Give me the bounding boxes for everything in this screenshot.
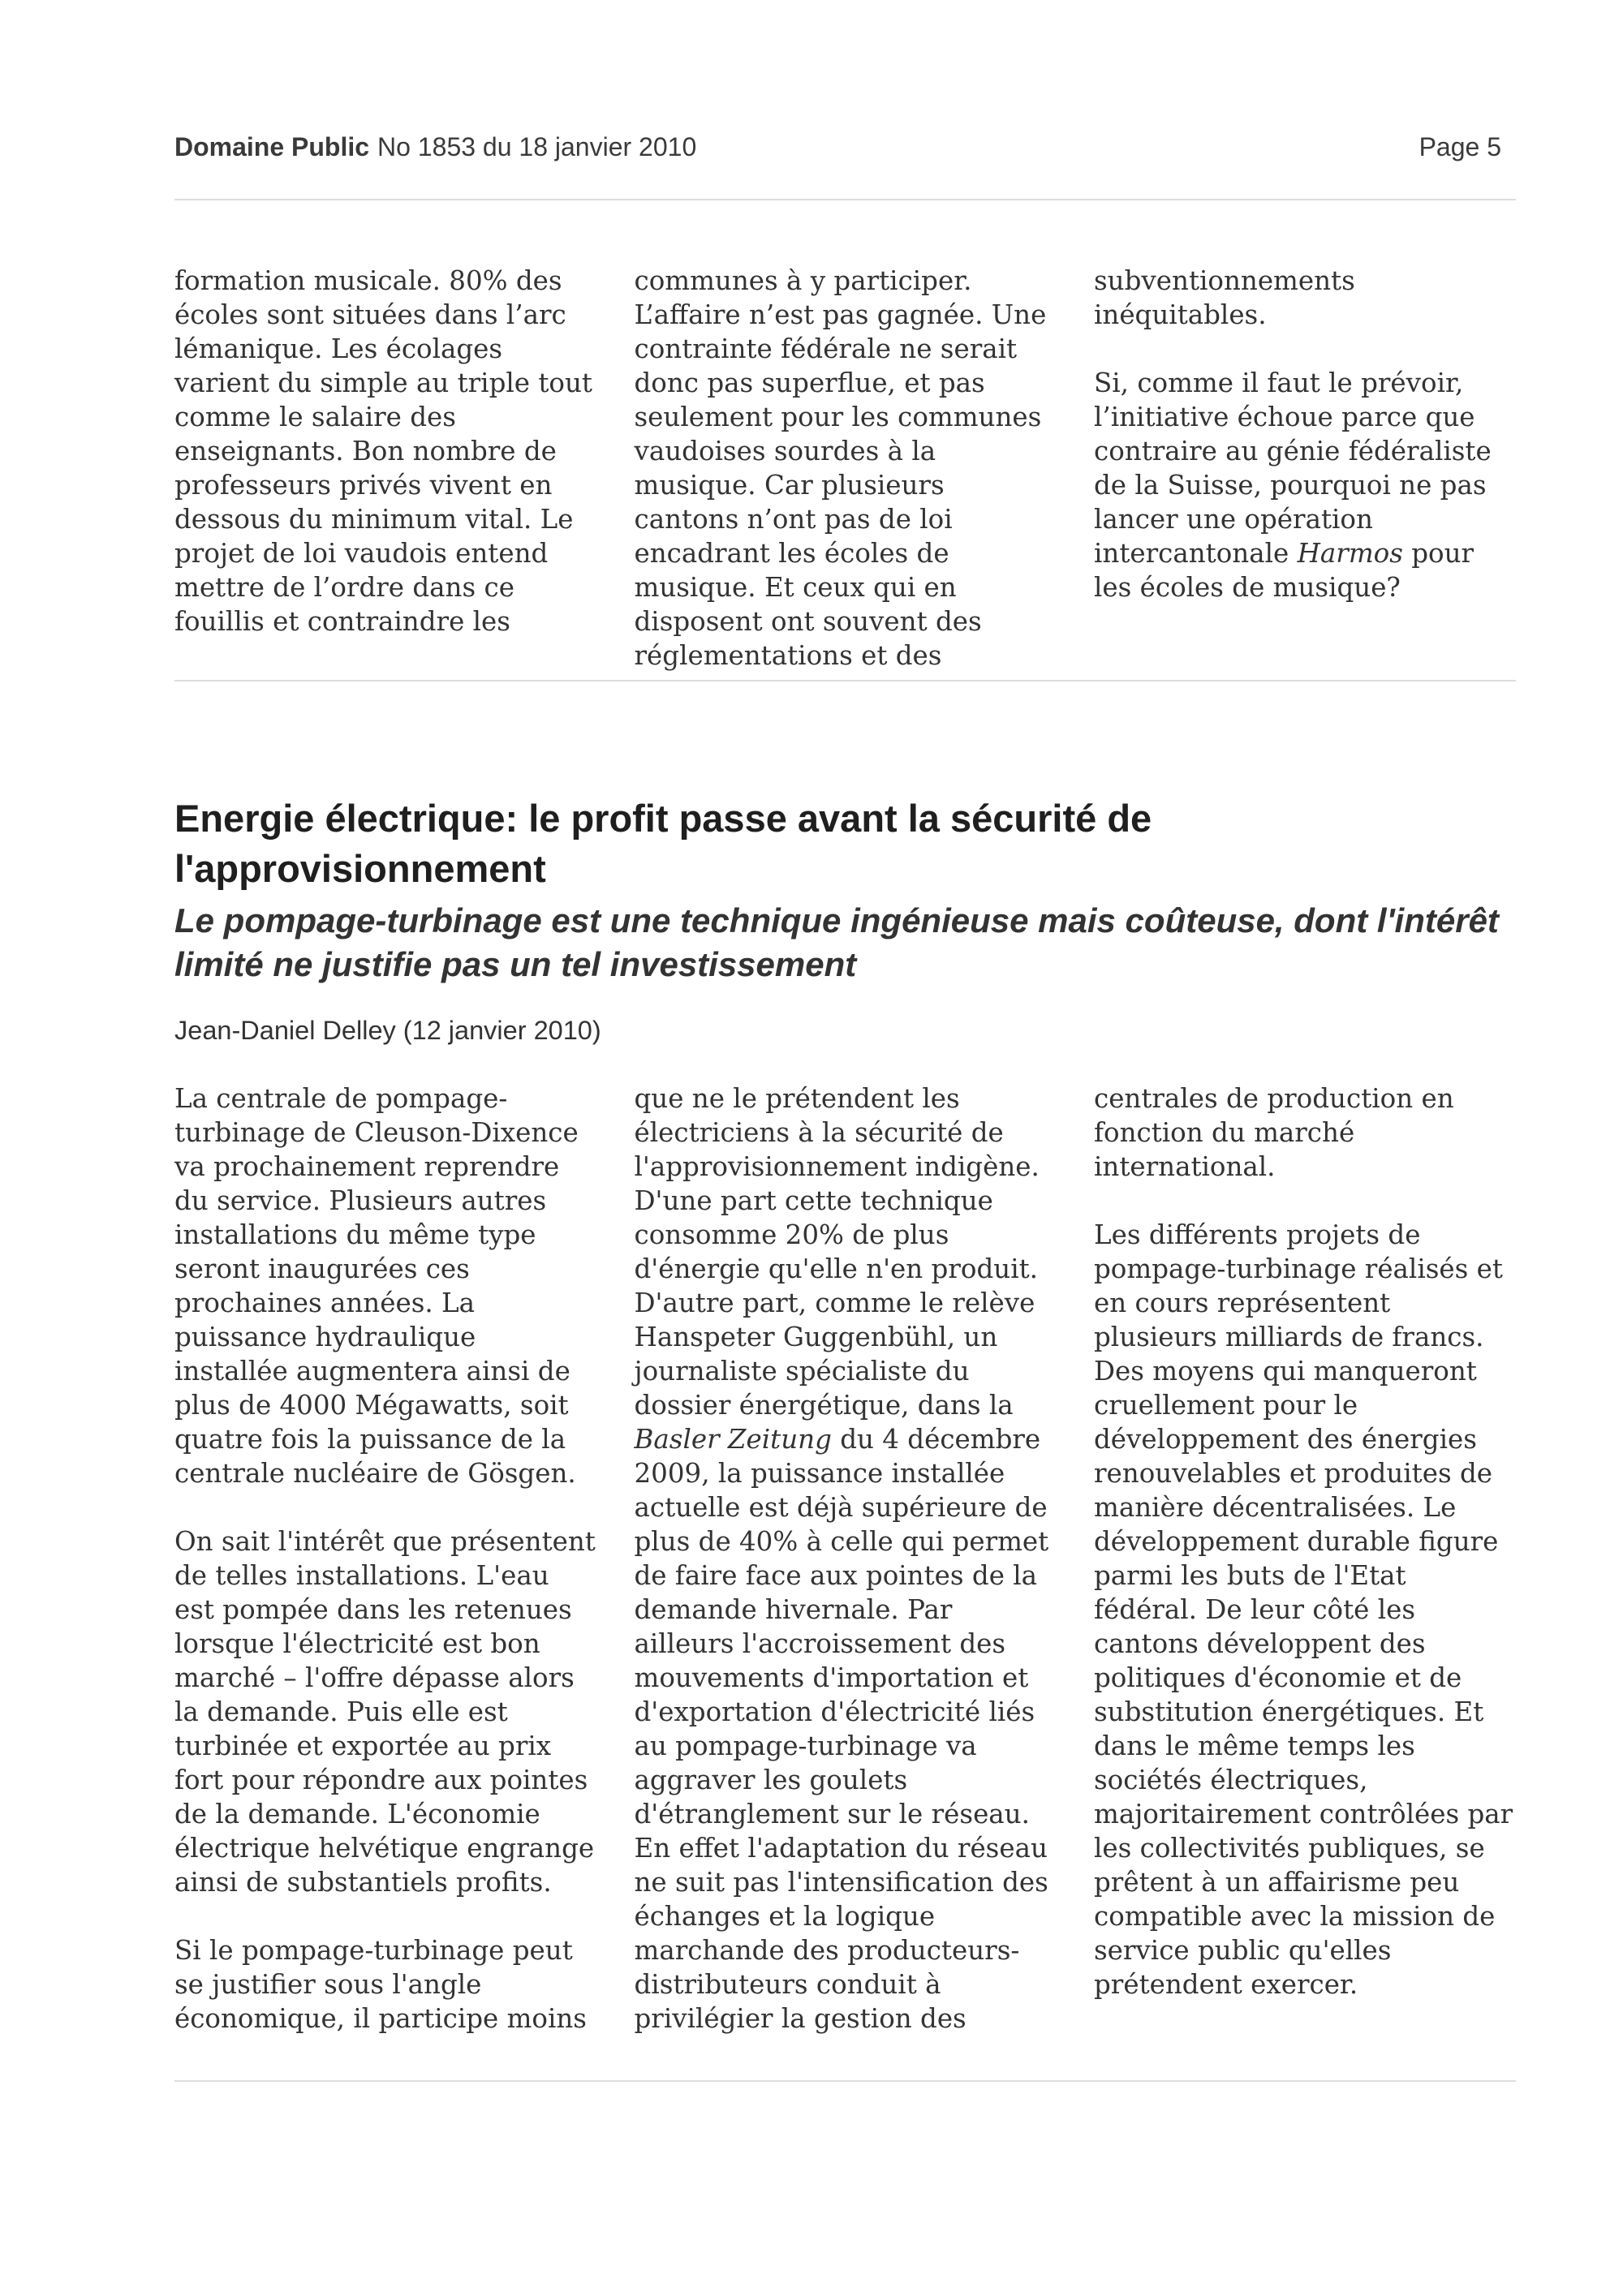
previous-article-column-3 — [1094, 264, 1516, 645]
text-run: Si, comme il faut le prévoir, l’initiative échoue parce que contraire au génie fédéraliste de la Suisse, pourquoi ne pas lancer une opération intercantonale — [1094, 368, 1492, 569]
text-run: du 4 décembre 2009, la puissance installée actuelle est déjà supérieure de plus de 40% à celle qui permet de faire face aux pointes de la demande hivernale. Par ailleurs l'accroissement des mouvements d'importation et d'exportation d'électricité liés au pompage-turbinage va aggraver les goulets d'étranglement sur le réseau. En effet l'adaptation du réseau ne suit pas l'intensification des échanges et la logique marchande des producteurs-distributeurs conduit à privilégier la gestion des — [634, 1424, 1049, 2034]
page-header — [174, 132, 1501, 170]
paragraph: Les différents projets de pompage-turbinage réalisés et en cours représentent plusieurs milliards de francs. Des moyens qui manqueront cruellement pour le développement des énergies renouvelables et produites de manière décentralisées. Le développement durable figure parmi les buts de l'Etat fédéral. De leur côté les cantons développent des politiques d'économie et de substitution énergétiques. Et dans le même temps les sociétés électriques, majoritairement contrôlées par les collectivités publiques, se prêtent à un affairisme peu compatible avec la mission de service public qu'elles prétendent exercer. — [1094, 1219, 1513, 2000]
paragraph: Si le pompage-turbinage peut se justifier sous l'angle économique, il participe moins — [174, 1935, 587, 2034]
previous-article-column-2 — [634, 264, 1057, 671]
paragraph: On sait l'intérêt que présentent de telles installations. L'eau est pompée dans les retenues lorsque l'électricité est bon marché – l'offre dépasse alors la demande. Puis elle est turbinée et exportée au prix fort pour répondre aux pointes de la demande. L'économie électrique helvétique engrange ainsi de substantiels profits. — [174, 1526, 596, 1898]
paragraph — [635, 1081, 1057, 2036]
paragraph — [1094, 366, 1516, 604]
previous-article-columns — [174, 264, 1516, 671]
page-number: Page 5 — [1419, 132, 1501, 161]
italic-term: Harmos — [1297, 538, 1403, 569]
header-divider — [174, 199, 1516, 200]
article-column-2 — [635, 1081, 1057, 2036]
paragraph: subventionnements inéquitables. — [1094, 265, 1355, 330]
article-subtitle: Le pompage-turbinage est une technique ingénieuse mais coûteuse, dont l'intérêt limité ne justifie pas un tel investissement — [174, 901, 1499, 983]
paragraph: communes à y participer. L’affaire n’est pas gagnée. Une contrainte fédérale ne serait donc pas superflue, et pas seulement pour les communes vaudoises sourdes à la musique. Car plusieurs cantons n’ont pas de loi encadrant les écoles de musique. Et ceux qui en disposent ont souvent des réglementations et des — [634, 265, 1047, 671]
article-title: Energie électrique: le profit passe avant la sécurité de l'approvisionnement — [174, 797, 1152, 890]
footer-divider — [174, 2080, 1516, 2082]
paragraph: formation musicale. 80% des écoles sont situées dans l’arc lémanique. Les écolages varient du simple au triple tout comme le salaire des enseignants. Bon nombre de professeurs privés vivent en dessous du minimum vital. Le projet de loi vaudois entend mettre de l’ordre dans ce fouillis et contraindre les — [174, 265, 592, 637]
paragraph: centrales de production en fonction du marché international. — [1094, 1083, 1454, 1182]
text-run: pour les écoles de musique? — [1094, 538, 1474, 603]
article-column-3 — [1094, 1081, 1516, 2036]
text-run: que ne le prétendent les électriciens à la sécurité de l'approvisionnement indigène. D'une part cette technique consomme 20% de plus d'énergie qu'elle n'en produit. D'autre part, comme le relève Hanspeter Guggenbühl, un journaliste spécialiste du dossier énergétique, dans la — [634, 1083, 1040, 1421]
article-column-1 — [174, 1081, 596, 2036]
paragraph: La centrale de pompage-turbinage de Cleuson-Dixence va prochainement reprendre du service. Plusieurs autres installations du même type seront inaugurées ces prochaines années. La puissance hydraulique installée augmentera ainsi de plus de 4000 Mégawatts, soit quatre fois la puissance de la centrale nucléaire de Gösgen. — [174, 1083, 579, 1489]
article-byline: Jean-Daniel Delley (12 janvier 2010) — [174, 1016, 601, 1045]
article-columns — [174, 1081, 1516, 2036]
previous-article-column-1 — [174, 264, 596, 645]
issue-info: No 1853 du 18 janvier 2010 — [377, 132, 697, 161]
newspaper-name: Basler Zeitung — [634, 1424, 832, 1455]
article-divider — [174, 680, 1516, 681]
publication-name: Domaine Public — [174, 132, 370, 161]
